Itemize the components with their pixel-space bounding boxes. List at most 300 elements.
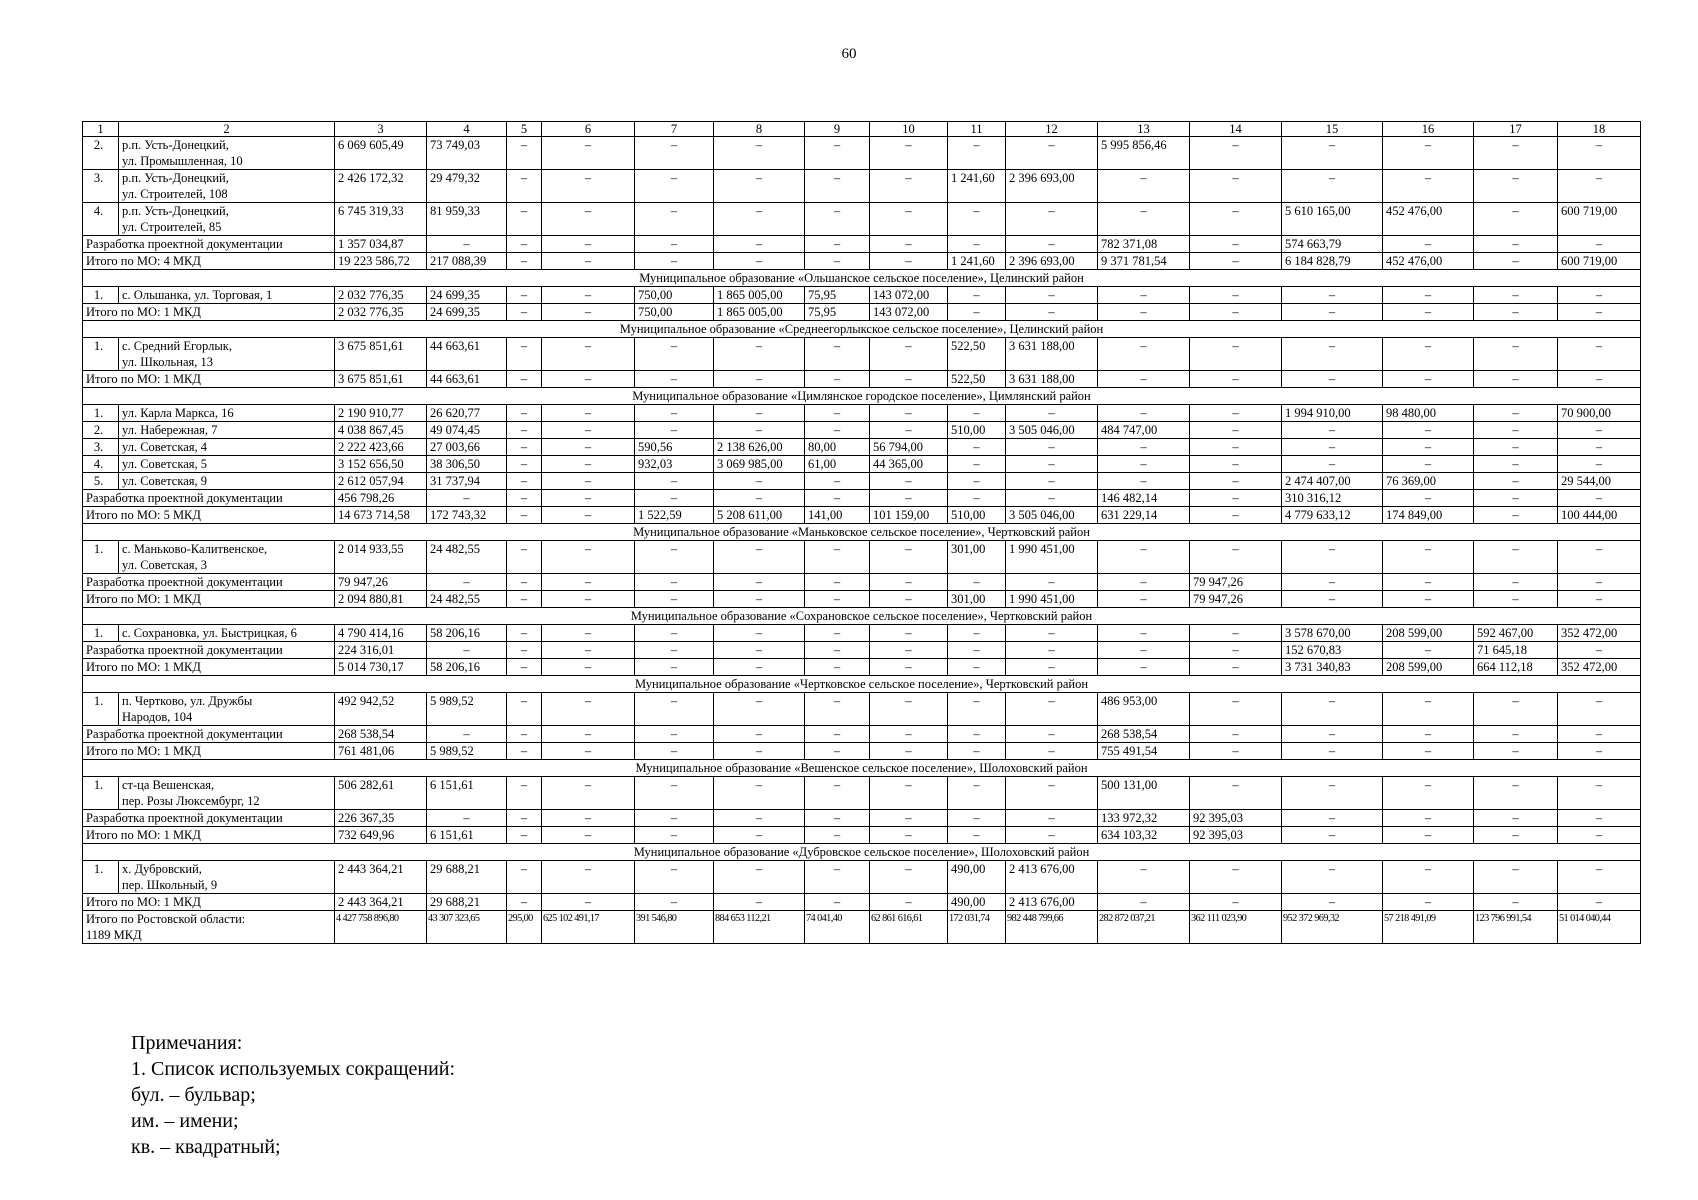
value-cell-col-17: 123 796 991,54 bbox=[1474, 911, 1558, 944]
building-row bbox=[83, 137, 1641, 170]
value-cell-col-13: – bbox=[1098, 304, 1190, 321]
building-row bbox=[83, 777, 1641, 810]
value-cell-col-3: 224 316,01 bbox=[335, 642, 427, 659]
value-cell-col-3: 6 069 605,49 bbox=[335, 137, 427, 170]
value-cell-col-14: – bbox=[1190, 541, 1282, 574]
building-address: р.п. Усть-Донецкий, ул. Строителей, 85 bbox=[119, 203, 335, 236]
value-cell-col-3: 4 038 867,45 bbox=[335, 422, 427, 439]
value-cell-col-15: – bbox=[1282, 287, 1383, 304]
page-number: 60 bbox=[841, 46, 857, 62]
value-cell-col-13: – bbox=[1098, 456, 1190, 473]
value-cell-col-10: – bbox=[870, 726, 948, 743]
value-cell-col-6: 625 102 491,17 bbox=[542, 911, 635, 944]
value-cell-col-15: 4 779 633,12 bbox=[1282, 507, 1383, 524]
value-cell-col-5: – bbox=[507, 456, 542, 473]
value-cell-col-4: 44 663,61 bbox=[427, 371, 507, 388]
value-cell-col-16: – bbox=[1383, 137, 1474, 170]
value-cell-col-7: – bbox=[635, 743, 714, 760]
summary-row bbox=[83, 894, 1641, 911]
value-cell-col-9: – bbox=[805, 541, 870, 574]
value-cell-col-6: – bbox=[542, 422, 635, 439]
building-row bbox=[83, 422, 1641, 439]
value-cell-col-9: – bbox=[805, 827, 870, 844]
value-cell-col-16: – bbox=[1383, 490, 1474, 507]
value-cell-col-15: – bbox=[1282, 574, 1383, 591]
value-cell-col-12: – bbox=[1006, 304, 1098, 321]
value-cell-col-11: 301,00 bbox=[948, 541, 1006, 574]
value-cell-col-13: 268 538,54 bbox=[1098, 726, 1190, 743]
value-cell-col-5: – bbox=[507, 203, 542, 236]
value-cell-col-12: 3 631 188,00 bbox=[1006, 338, 1098, 371]
note-line: бул. – бульвар; bbox=[131, 1084, 256, 1106]
notes-block bbox=[131, 1030, 455, 1160]
value-cell-col-6: – bbox=[542, 253, 635, 270]
value-cell-col-13: – bbox=[1098, 371, 1190, 388]
value-cell-col-5: – bbox=[507, 827, 542, 844]
value-cell-col-17: – bbox=[1474, 490, 1558, 507]
note-line: Примечания: bbox=[131, 1032, 243, 1054]
value-cell-col-5: – bbox=[507, 137, 542, 170]
building-row bbox=[83, 203, 1641, 236]
value-cell-col-14: – bbox=[1190, 507, 1282, 524]
value-cell-col-8: – bbox=[714, 137, 805, 170]
program-table bbox=[82, 121, 1641, 944]
grand-total-label: Итого по Ростовской области: 1189 МКД bbox=[83, 911, 335, 944]
building-address: ул. Советская, 5 bbox=[119, 456, 335, 473]
value-cell-col-11: 1 241,60 bbox=[948, 170, 1006, 203]
value-cell-col-10: – bbox=[870, 777, 948, 810]
row-index: 1. bbox=[83, 777, 119, 810]
value-cell-col-18: – bbox=[1558, 591, 1641, 608]
building-row bbox=[83, 693, 1641, 726]
value-cell-col-10: 62 861 616,61 bbox=[870, 911, 948, 944]
row-index: 1. bbox=[83, 693, 119, 726]
municipality-title: Муниципальное образование «Дубровское сельское поселение», Шолоховский район bbox=[83, 844, 1641, 861]
value-cell-col-12: – bbox=[1006, 743, 1098, 760]
value-cell-col-12: – bbox=[1006, 137, 1098, 170]
value-cell-col-8: – bbox=[714, 541, 805, 574]
value-cell-col-14: 79 947,26 bbox=[1190, 574, 1282, 591]
value-cell-col-15: 952 372 969,32 bbox=[1282, 911, 1383, 944]
row-index: 1. bbox=[83, 287, 119, 304]
value-cell-col-15: – bbox=[1282, 591, 1383, 608]
value-cell-col-17: – bbox=[1474, 253, 1558, 270]
municipality-header-row bbox=[83, 844, 1641, 861]
value-cell-col-15: – bbox=[1282, 827, 1383, 844]
value-cell-col-15: – bbox=[1282, 338, 1383, 371]
value-cell-col-4: 26 620,77 bbox=[427, 405, 507, 422]
summary-label: Разработка проектной документации bbox=[83, 574, 335, 591]
value-cell-col-17: – bbox=[1474, 693, 1558, 726]
value-cell-col-16: – bbox=[1383, 861, 1474, 894]
value-cell-col-4: 6 151,61 bbox=[427, 777, 507, 810]
summary-label: Разработка проектной документации bbox=[83, 642, 335, 659]
value-cell-col-16: – bbox=[1383, 810, 1474, 827]
municipality-title: Муниципальное образование «Сохрановское сельское поселение», Чертковский район bbox=[83, 608, 1641, 625]
value-cell-col-3: 2 426 172,32 bbox=[335, 170, 427, 203]
building-address: с. Маньково-Калитвенское, ул. Советская, 3 bbox=[119, 541, 335, 574]
value-cell-col-6: – bbox=[542, 777, 635, 810]
value-cell-col-8: – bbox=[714, 625, 805, 642]
value-cell-col-3: 2 222 423,66 bbox=[335, 439, 427, 456]
value-cell-col-13: 631 229,14 bbox=[1098, 507, 1190, 524]
value-cell-col-10: – bbox=[870, 338, 948, 371]
summary-row bbox=[83, 253, 1641, 270]
value-cell-col-16: – bbox=[1383, 574, 1474, 591]
value-cell-col-4: 24 482,55 bbox=[427, 541, 507, 574]
value-cell-col-14: – bbox=[1190, 894, 1282, 911]
value-cell-col-10: 56 794,00 bbox=[870, 439, 948, 456]
note-line: им. – имени; bbox=[131, 1110, 239, 1132]
value-cell-col-7: 750,00 bbox=[635, 304, 714, 321]
column-number-cell: 9 bbox=[805, 122, 870, 137]
value-cell-col-17: – bbox=[1474, 371, 1558, 388]
value-cell-col-6: – bbox=[542, 659, 635, 676]
value-cell-col-9: – bbox=[805, 659, 870, 676]
row-index: 2. bbox=[83, 137, 119, 170]
value-cell-col-5: – bbox=[507, 405, 542, 422]
value-cell-col-13: 500 131,00 bbox=[1098, 777, 1190, 810]
value-cell-col-6: – bbox=[542, 338, 635, 371]
value-cell-col-14: – bbox=[1190, 137, 1282, 170]
value-cell-col-15: – bbox=[1282, 810, 1383, 827]
value-cell-col-8: 884 653 112,21 bbox=[714, 911, 805, 944]
value-cell-col-16: – bbox=[1383, 642, 1474, 659]
value-cell-col-15: – bbox=[1282, 456, 1383, 473]
value-cell-col-10: – bbox=[870, 827, 948, 844]
value-cell-col-15: – bbox=[1282, 304, 1383, 321]
summary-row bbox=[83, 591, 1641, 608]
value-cell-col-18: – bbox=[1558, 894, 1641, 911]
value-cell-col-13: 782 371,08 bbox=[1098, 236, 1190, 253]
value-cell-col-12: 3 505 046,00 bbox=[1006, 507, 1098, 524]
value-cell-col-18: 600 719,00 bbox=[1558, 203, 1641, 236]
value-cell-col-13: – bbox=[1098, 473, 1190, 490]
value-cell-col-6: – bbox=[542, 591, 635, 608]
value-cell-col-12: – bbox=[1006, 405, 1098, 422]
value-cell-col-16: – bbox=[1383, 894, 1474, 911]
value-cell-col-12: 982 448 799,66 bbox=[1006, 911, 1098, 944]
value-cell-col-8: – bbox=[714, 591, 805, 608]
value-cell-col-17: – bbox=[1474, 439, 1558, 456]
value-cell-col-11: – bbox=[948, 236, 1006, 253]
value-cell-col-10: – bbox=[870, 810, 948, 827]
value-cell-col-14: – bbox=[1190, 371, 1282, 388]
value-cell-col-5: – bbox=[507, 743, 542, 760]
value-cell-col-11: – bbox=[948, 203, 1006, 236]
value-cell-col-17: 71 645,18 bbox=[1474, 642, 1558, 659]
value-cell-col-12: – bbox=[1006, 287, 1098, 304]
building-address: ул. Советская, 4 bbox=[119, 439, 335, 456]
value-cell-col-13: 486 953,00 bbox=[1098, 693, 1190, 726]
value-cell-col-14: – bbox=[1190, 338, 1282, 371]
municipality-title: Муниципальное образование «Цимлянское городское поселение», Цимлянский район bbox=[83, 388, 1641, 405]
value-cell-col-3: 226 367,35 bbox=[335, 810, 427, 827]
value-cell-col-12: – bbox=[1006, 490, 1098, 507]
column-number-cell: 6 bbox=[542, 122, 635, 137]
value-cell-col-18: – bbox=[1558, 236, 1641, 253]
summary-row bbox=[83, 726, 1641, 743]
value-cell-col-13: – bbox=[1098, 338, 1190, 371]
row-index: 3. bbox=[83, 170, 119, 203]
building-address: п. Чертково, ул. Дружбы Народов, 104 bbox=[119, 693, 335, 726]
value-cell-col-9: – bbox=[805, 743, 870, 760]
value-cell-col-18: 600 719,00 bbox=[1558, 253, 1641, 270]
value-cell-col-9: – bbox=[805, 574, 870, 591]
municipality-title: Муниципальное образование «Чертковское сельское поселение», Чертковский район bbox=[83, 676, 1641, 693]
value-cell-col-12: 2 413 676,00 bbox=[1006, 894, 1098, 911]
value-cell-col-18: – bbox=[1558, 574, 1641, 591]
value-cell-col-12: – bbox=[1006, 456, 1098, 473]
building-row bbox=[83, 405, 1641, 422]
value-cell-col-3: 2 032 776,35 bbox=[335, 287, 427, 304]
municipality-title: Муниципальное образование «Маньковское сельское поселение», Чертковский район bbox=[83, 524, 1641, 541]
value-cell-col-13: 755 491,54 bbox=[1098, 743, 1190, 760]
value-cell-col-10: – bbox=[870, 405, 948, 422]
value-cell-col-15: – bbox=[1282, 861, 1383, 894]
value-cell-col-4: 5 989,52 bbox=[427, 693, 507, 726]
value-cell-col-4: – bbox=[427, 642, 507, 659]
value-cell-col-18: – bbox=[1558, 338, 1641, 371]
value-cell-col-13: 282 872 037,21 bbox=[1098, 911, 1190, 944]
value-cell-col-11: – bbox=[948, 625, 1006, 642]
value-cell-col-14: – bbox=[1190, 422, 1282, 439]
value-cell-col-7: – bbox=[635, 473, 714, 490]
value-cell-col-10: – bbox=[870, 659, 948, 676]
value-cell-col-12: – bbox=[1006, 827, 1098, 844]
value-cell-col-14: – bbox=[1190, 726, 1282, 743]
column-number-cell: 17 bbox=[1474, 122, 1558, 137]
value-cell-col-12: – bbox=[1006, 810, 1098, 827]
value-cell-col-6: – bbox=[542, 894, 635, 911]
value-cell-col-11: 172 031,74 bbox=[948, 911, 1006, 944]
value-cell-col-17: – bbox=[1474, 456, 1558, 473]
value-cell-col-18: – bbox=[1558, 490, 1641, 507]
value-cell-col-18: – bbox=[1558, 304, 1641, 321]
value-cell-col-18: – bbox=[1558, 422, 1641, 439]
value-cell-col-15: 1 994 910,00 bbox=[1282, 405, 1383, 422]
value-cell-col-11: – bbox=[948, 574, 1006, 591]
value-cell-col-8: 3 069 985,00 bbox=[714, 456, 805, 473]
value-cell-col-4: 24 482,55 bbox=[427, 591, 507, 608]
value-cell-col-8: – bbox=[714, 743, 805, 760]
value-cell-col-8: – bbox=[714, 642, 805, 659]
value-cell-col-17: – bbox=[1474, 405, 1558, 422]
value-cell-col-15: 310 316,12 bbox=[1282, 490, 1383, 507]
value-cell-col-12: 1 990 451,00 bbox=[1006, 591, 1098, 608]
value-cell-col-16: 174 849,00 bbox=[1383, 507, 1474, 524]
value-cell-col-6: – bbox=[542, 743, 635, 760]
value-cell-col-4: 29 479,32 bbox=[427, 170, 507, 203]
value-cell-col-5: – bbox=[507, 810, 542, 827]
value-cell-col-5: – bbox=[507, 574, 542, 591]
value-cell-col-4: – bbox=[427, 236, 507, 253]
value-cell-col-7: – bbox=[635, 591, 714, 608]
row-index: 1. bbox=[83, 405, 119, 422]
value-cell-col-12: – bbox=[1006, 236, 1098, 253]
value-cell-col-6: – bbox=[542, 625, 635, 642]
value-cell-col-16: – bbox=[1383, 743, 1474, 760]
value-cell-col-7: – bbox=[635, 236, 714, 253]
value-cell-col-10: – bbox=[870, 473, 948, 490]
value-cell-col-4: 43 307 323,65 bbox=[427, 911, 507, 944]
value-cell-col-16: – bbox=[1383, 591, 1474, 608]
value-cell-col-10: 44 365,00 bbox=[870, 456, 948, 473]
row-index: 1. bbox=[83, 861, 119, 894]
value-cell-col-15: 574 663,79 bbox=[1282, 236, 1383, 253]
value-cell-col-18: 51 014 040,44 bbox=[1558, 911, 1641, 944]
value-cell-col-12: – bbox=[1006, 642, 1098, 659]
value-cell-col-9: – bbox=[805, 253, 870, 270]
summary-label: Итого по МО: 4 МКД bbox=[83, 253, 335, 270]
municipality-header-row bbox=[83, 321, 1641, 338]
summary-row bbox=[83, 659, 1641, 676]
value-cell-col-8: – bbox=[714, 810, 805, 827]
value-cell-col-6: – bbox=[542, 287, 635, 304]
value-cell-col-13: 133 972,32 bbox=[1098, 810, 1190, 827]
value-cell-col-9: 75,95 bbox=[805, 304, 870, 321]
summary-label: Итого по МО: 1 МКД bbox=[83, 743, 335, 760]
value-cell-col-16: 208 599,00 bbox=[1383, 659, 1474, 676]
building-row bbox=[83, 473, 1641, 490]
value-cell-col-10: – bbox=[870, 253, 948, 270]
value-cell-col-8: – bbox=[714, 693, 805, 726]
value-cell-col-12: 1 990 451,00 bbox=[1006, 541, 1098, 574]
summary-row bbox=[83, 371, 1641, 388]
value-cell-col-18: – bbox=[1558, 726, 1641, 743]
value-cell-col-13: – bbox=[1098, 591, 1190, 608]
value-cell-col-3: 79 947,26 bbox=[335, 574, 427, 591]
value-cell-col-13: – bbox=[1098, 861, 1190, 894]
value-cell-col-14: – bbox=[1190, 456, 1282, 473]
value-cell-col-8: 2 138 626,00 bbox=[714, 439, 805, 456]
value-cell-col-7: 590,56 bbox=[635, 439, 714, 456]
value-cell-col-7: – bbox=[635, 137, 714, 170]
summary-row bbox=[83, 574, 1641, 591]
value-cell-col-13: – bbox=[1098, 541, 1190, 574]
building-address: р.п. Усть-Донецкий, ул. Строителей, 108 bbox=[119, 170, 335, 203]
value-cell-col-6: – bbox=[542, 861, 635, 894]
value-cell-col-3: 506 282,61 bbox=[335, 777, 427, 810]
value-cell-col-8: – bbox=[714, 659, 805, 676]
value-cell-col-18: – bbox=[1558, 861, 1641, 894]
value-cell-col-8: – bbox=[714, 490, 805, 507]
value-cell-col-5: – bbox=[507, 541, 542, 574]
value-cell-col-7: – bbox=[635, 490, 714, 507]
value-cell-col-9: – bbox=[805, 777, 870, 810]
value-cell-col-18: – bbox=[1558, 810, 1641, 827]
value-cell-col-16: – bbox=[1383, 827, 1474, 844]
value-cell-col-11: – bbox=[948, 827, 1006, 844]
value-cell-col-10: – bbox=[870, 371, 948, 388]
value-cell-col-7: 391 546,80 bbox=[635, 911, 714, 944]
value-cell-col-8: – bbox=[714, 827, 805, 844]
value-cell-col-17: – bbox=[1474, 827, 1558, 844]
value-cell-col-18: – bbox=[1558, 439, 1641, 456]
value-cell-col-12: – bbox=[1006, 439, 1098, 456]
value-cell-col-6: – bbox=[542, 236, 635, 253]
value-cell-col-18: 352 472,00 bbox=[1558, 625, 1641, 642]
building-row bbox=[83, 861, 1641, 894]
value-cell-col-3: 2 094 880,81 bbox=[335, 591, 427, 608]
value-cell-col-3: 761 481,06 bbox=[335, 743, 427, 760]
value-cell-col-5: – bbox=[507, 861, 542, 894]
value-cell-col-7: – bbox=[635, 810, 714, 827]
value-cell-col-13: – bbox=[1098, 170, 1190, 203]
building-row bbox=[83, 439, 1641, 456]
value-cell-col-18: – bbox=[1558, 371, 1641, 388]
value-cell-col-4: 73 749,03 bbox=[427, 137, 507, 170]
value-cell-col-18: – bbox=[1558, 541, 1641, 574]
value-cell-col-3: 2 032 776,35 bbox=[335, 304, 427, 321]
summary-label: Итого по МО: 1 МКД bbox=[83, 827, 335, 844]
value-cell-col-14: – bbox=[1190, 743, 1282, 760]
column-number-cell: 3 bbox=[335, 122, 427, 137]
value-cell-col-9: – bbox=[805, 625, 870, 642]
value-cell-col-6: – bbox=[542, 642, 635, 659]
value-cell-col-4: 44 663,61 bbox=[427, 338, 507, 371]
value-cell-col-12: – bbox=[1006, 659, 1098, 676]
value-cell-col-16: – bbox=[1383, 371, 1474, 388]
row-index: 2. bbox=[83, 422, 119, 439]
value-cell-col-17: – bbox=[1474, 574, 1558, 591]
value-cell-col-12: 2 413 676,00 bbox=[1006, 861, 1098, 894]
value-cell-col-18: – bbox=[1558, 137, 1641, 170]
building-row bbox=[83, 170, 1641, 203]
value-cell-col-8: 5 208 611,00 bbox=[714, 507, 805, 524]
value-cell-col-4: 172 743,32 bbox=[427, 507, 507, 524]
value-cell-col-10: – bbox=[870, 693, 948, 726]
value-cell-col-6: – bbox=[542, 304, 635, 321]
value-cell-col-3: 4 790 414,16 bbox=[335, 625, 427, 642]
value-cell-col-10: – bbox=[870, 422, 948, 439]
value-cell-col-4: – bbox=[427, 574, 507, 591]
value-cell-col-7: – bbox=[635, 777, 714, 810]
value-cell-col-18: 100 444,00 bbox=[1558, 507, 1641, 524]
value-cell-col-13: 634 103,32 bbox=[1098, 827, 1190, 844]
municipality-header-row bbox=[83, 608, 1641, 625]
value-cell-col-11: – bbox=[948, 659, 1006, 676]
value-cell-col-14: – bbox=[1190, 253, 1282, 270]
value-cell-col-7: 932,03 bbox=[635, 456, 714, 473]
value-cell-col-5: – bbox=[507, 726, 542, 743]
value-cell-col-11: – bbox=[948, 693, 1006, 726]
value-cell-col-14: – bbox=[1190, 473, 1282, 490]
value-cell-col-7: – bbox=[635, 170, 714, 203]
value-cell-col-4: 24 699,35 bbox=[427, 287, 507, 304]
value-cell-col-3: 2 443 364,21 bbox=[335, 861, 427, 894]
value-cell-col-17: – bbox=[1474, 861, 1558, 894]
value-cell-col-6: – bbox=[542, 574, 635, 591]
value-cell-col-11: 510,00 bbox=[948, 422, 1006, 439]
value-cell-col-4: 38 306,50 bbox=[427, 456, 507, 473]
value-cell-col-12: 2 396 693,00 bbox=[1006, 170, 1098, 203]
value-cell-col-17: – bbox=[1474, 203, 1558, 236]
summary-label: Разработка проектной документации bbox=[83, 236, 335, 253]
summary-row bbox=[83, 810, 1641, 827]
value-cell-col-9: – bbox=[805, 591, 870, 608]
value-cell-col-7: – bbox=[635, 371, 714, 388]
value-cell-col-7: – bbox=[635, 338, 714, 371]
value-cell-col-11: 490,00 bbox=[948, 861, 1006, 894]
value-cell-col-17: – bbox=[1474, 304, 1558, 321]
value-cell-col-16: – bbox=[1383, 236, 1474, 253]
value-cell-col-10: – bbox=[870, 625, 948, 642]
building-row bbox=[83, 625, 1641, 642]
building-row bbox=[83, 287, 1641, 304]
value-cell-col-3: 2 612 057,94 bbox=[335, 473, 427, 490]
summary-row bbox=[83, 642, 1641, 659]
